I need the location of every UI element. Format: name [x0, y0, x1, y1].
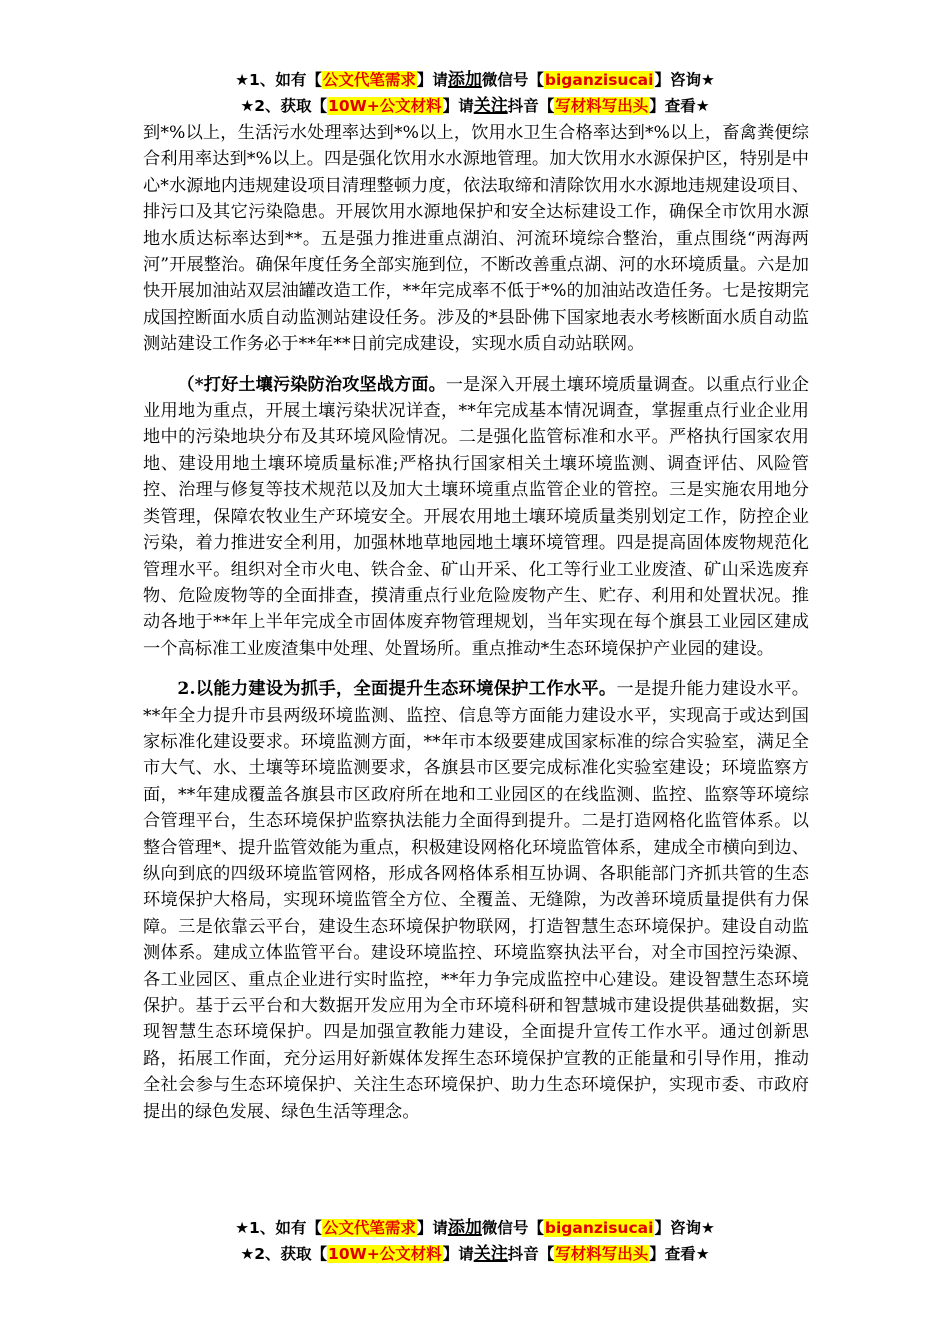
banner-text: 抖音【 — [507, 1245, 555, 1263]
highlight-service: 公文代笔需求 — [322, 1219, 416, 1237]
banner-text: ★2、获取【 — [240, 97, 328, 115]
underlined-word: 添加 — [447, 1218, 482, 1238]
banner-text: 】请 — [416, 1219, 448, 1237]
header-banner — [0, 67, 950, 119]
paragraph-soil — [143, 372, 809, 662]
paragraph-lead: （*打好土壤污染防治攻坚战方面。 — [177, 374, 446, 395]
banner-text: ★2、获取【 — [240, 1245, 328, 1263]
banner-text: ★1、如有【 — [235, 1219, 322, 1237]
banner-text: 】请 — [442, 1245, 474, 1263]
banner-text: 】请 — [442, 97, 474, 115]
highlight-service: 公文代笔需求 — [322, 71, 416, 89]
paragraph-lead: 2.以能力建设为抓手，全面提升生态环境保护工作水平。 — [177, 679, 617, 700]
paragraph-capacity — [143, 676, 809, 1125]
highlight-douyin: 写材料写出头 — [555, 1245, 649, 1263]
banner-text: 抖音【 — [507, 97, 555, 115]
banner-text: ★1、如有【 — [235, 71, 322, 89]
banner-text: 】查看★ — [649, 1245, 710, 1263]
banner-text: 】咨询★ — [654, 71, 715, 89]
underlined-word: 添加 — [447, 70, 482, 90]
banner-line-2 — [0, 93, 950, 119]
banner-line-2 — [0, 1241, 950, 1267]
banner-text: 】请 — [416, 71, 448, 89]
highlight-douyin: 写材料写出头 — [555, 97, 649, 115]
highlight-wechat-id: biganzisucai — [544, 1219, 654, 1237]
banner-text: 】咨询★ — [654, 1219, 715, 1237]
highlight-wechat-id: biganzisucai — [544, 71, 654, 89]
paragraph-text: 一是深入开展土壤环境质量调查。以重点行业企业用地为重点，开展土壤污染状况详查，**年完成基本情况调查，掌握重点行业企业用地中的污染地块分布及其环境风险情况。二是强化监管标准和水平。严格执行国家农用地、建设用地土壤环境质量标准;严格执行国家相关土壤环境监测、调查评估、风险管控、治理与修复等技术规范以及加大土壤环境重点监管企业的管控。三是实施农用地分类管理，保障农牧业生产环境安全。开展农用地土壤环境质量类别划定工作，防控企业污染，着力推进安全利用，加强林地草地园地土壤环境管理。四是提高固体废物规范化管理水平。组织对全市火电、铁合金、矿山开采、化工等行业工业废渣、矿山采选废弃物、危险废物等的全面排查，摸清重点行业危险废物产生、贮存、利用和处置状况。推动各地于**年上半年完成全市固体废弃物管理规划，当年实现在每个旗县工业园区建成一个高标准工业废渣集中处理、处置场所。重点推动*生态环境保护产业园的建设。 — [143, 374, 810, 659]
highlight-materials: 10W+公文材料 — [328, 97, 442, 115]
document-body — [143, 120, 809, 1139]
banner-text: 】查看★ — [649, 97, 710, 115]
paragraph-text: 一是提升能力建设水平。**年全力提升市县两级环境监测、监控、信息等方面能力建设水平，实现高于或达到国家标准化建设要求。环境监测方面，**年市本级要建成国家标准的综合实验室，满足全市大气、水、土壤等环境监测要求，各旗县市区要完成标准化实验室建设；环境监察方面，**年建成覆盖各旗县市区政府所在地和工业园区的在线监测、监控、监察等环境综合管理平台，生态环境保护监察执法能力全面得到提升。二是打造网格化监管体系。以整合管理*、提升监管效能为重点，积极建设网格化环境监管体系，建成全市横向到边、纵向到底的四级环境监管网格，形成各网格体系相互协调、各职能部门齐抓共管的生态环境保护大格局，实现环境监管全方位、全覆盖、无缝隙，为改善环境质量提供有力保障。三是依靠云平台，建设生态环境保护物联网，打造智慧生态环境保护。建设自动监测体系。建成立体监管平台。建设环境监控、环境监察执法平台，对全市国控污染源、各工业园区、重点企业进行实时监控，**年力争完成监控中心建设。建设智慧生态环境保护。基于云平台和大数据开发应用为全市环境科研和智慧城市建设提供基础数据，实现智慧生态环境保护。四是加强宣教能力建设，全面提升宣传工作水平。通过创新思路，拓展工作面，充分运用好新媒体发挥生态环境保护宣教的正能量和引导作用，推动全社会参与生态环境保护、关注生态环境保护、助力生态环境保护，实现市委、市政府提出的绿色发展、绿色生活等理念。 — [143, 679, 809, 1122]
banner-text: 微信号【 — [481, 71, 544, 89]
banner-line-1 — [0, 67, 950, 93]
underlined-word: 关注 — [473, 1244, 508, 1264]
highlight-materials: 10W+公文材料 — [328, 1245, 442, 1263]
underlined-word: 关注 — [473, 96, 508, 116]
banner-text: 微信号【 — [481, 1219, 544, 1237]
paragraph-water: 到*%以上，生活污水处理率达到*%以上，饮用水卫生合格率达到*%以上，畜禽粪便综合利用率达到*%以上。四是强化饮用水水源地管理。加大饮用水水源保护区，特别是中心*水源地内违规建设项目清理整顿力度，依法取缔和清除饮用水水源地违规建设项目、排污口及其它污染隐患。开展饮用水源地保护和安全达标建设工作，确保全市饮用水源地水质达标率达到**。五是强力推进重点湖泊、河流环境综合整治，重点围绕“两海两河”开展整治。确保年度任务全部实施到位，不断改善重点湖、河的水环境质量。六是加快开展加油站双层油罐改造工作，**年完成率不低于*%的加油站改造任务。七是按期完成国控断面水质自动监测站建设任务。涉及的*县卧佛下国家地表水考核断面水质自动监测站建设工作务必于**年**日前完成建设，实现水质自动站联网。 — [143, 123, 809, 355]
footer-banner — [0, 1215, 950, 1267]
banner-line-1 — [0, 1215, 950, 1241]
